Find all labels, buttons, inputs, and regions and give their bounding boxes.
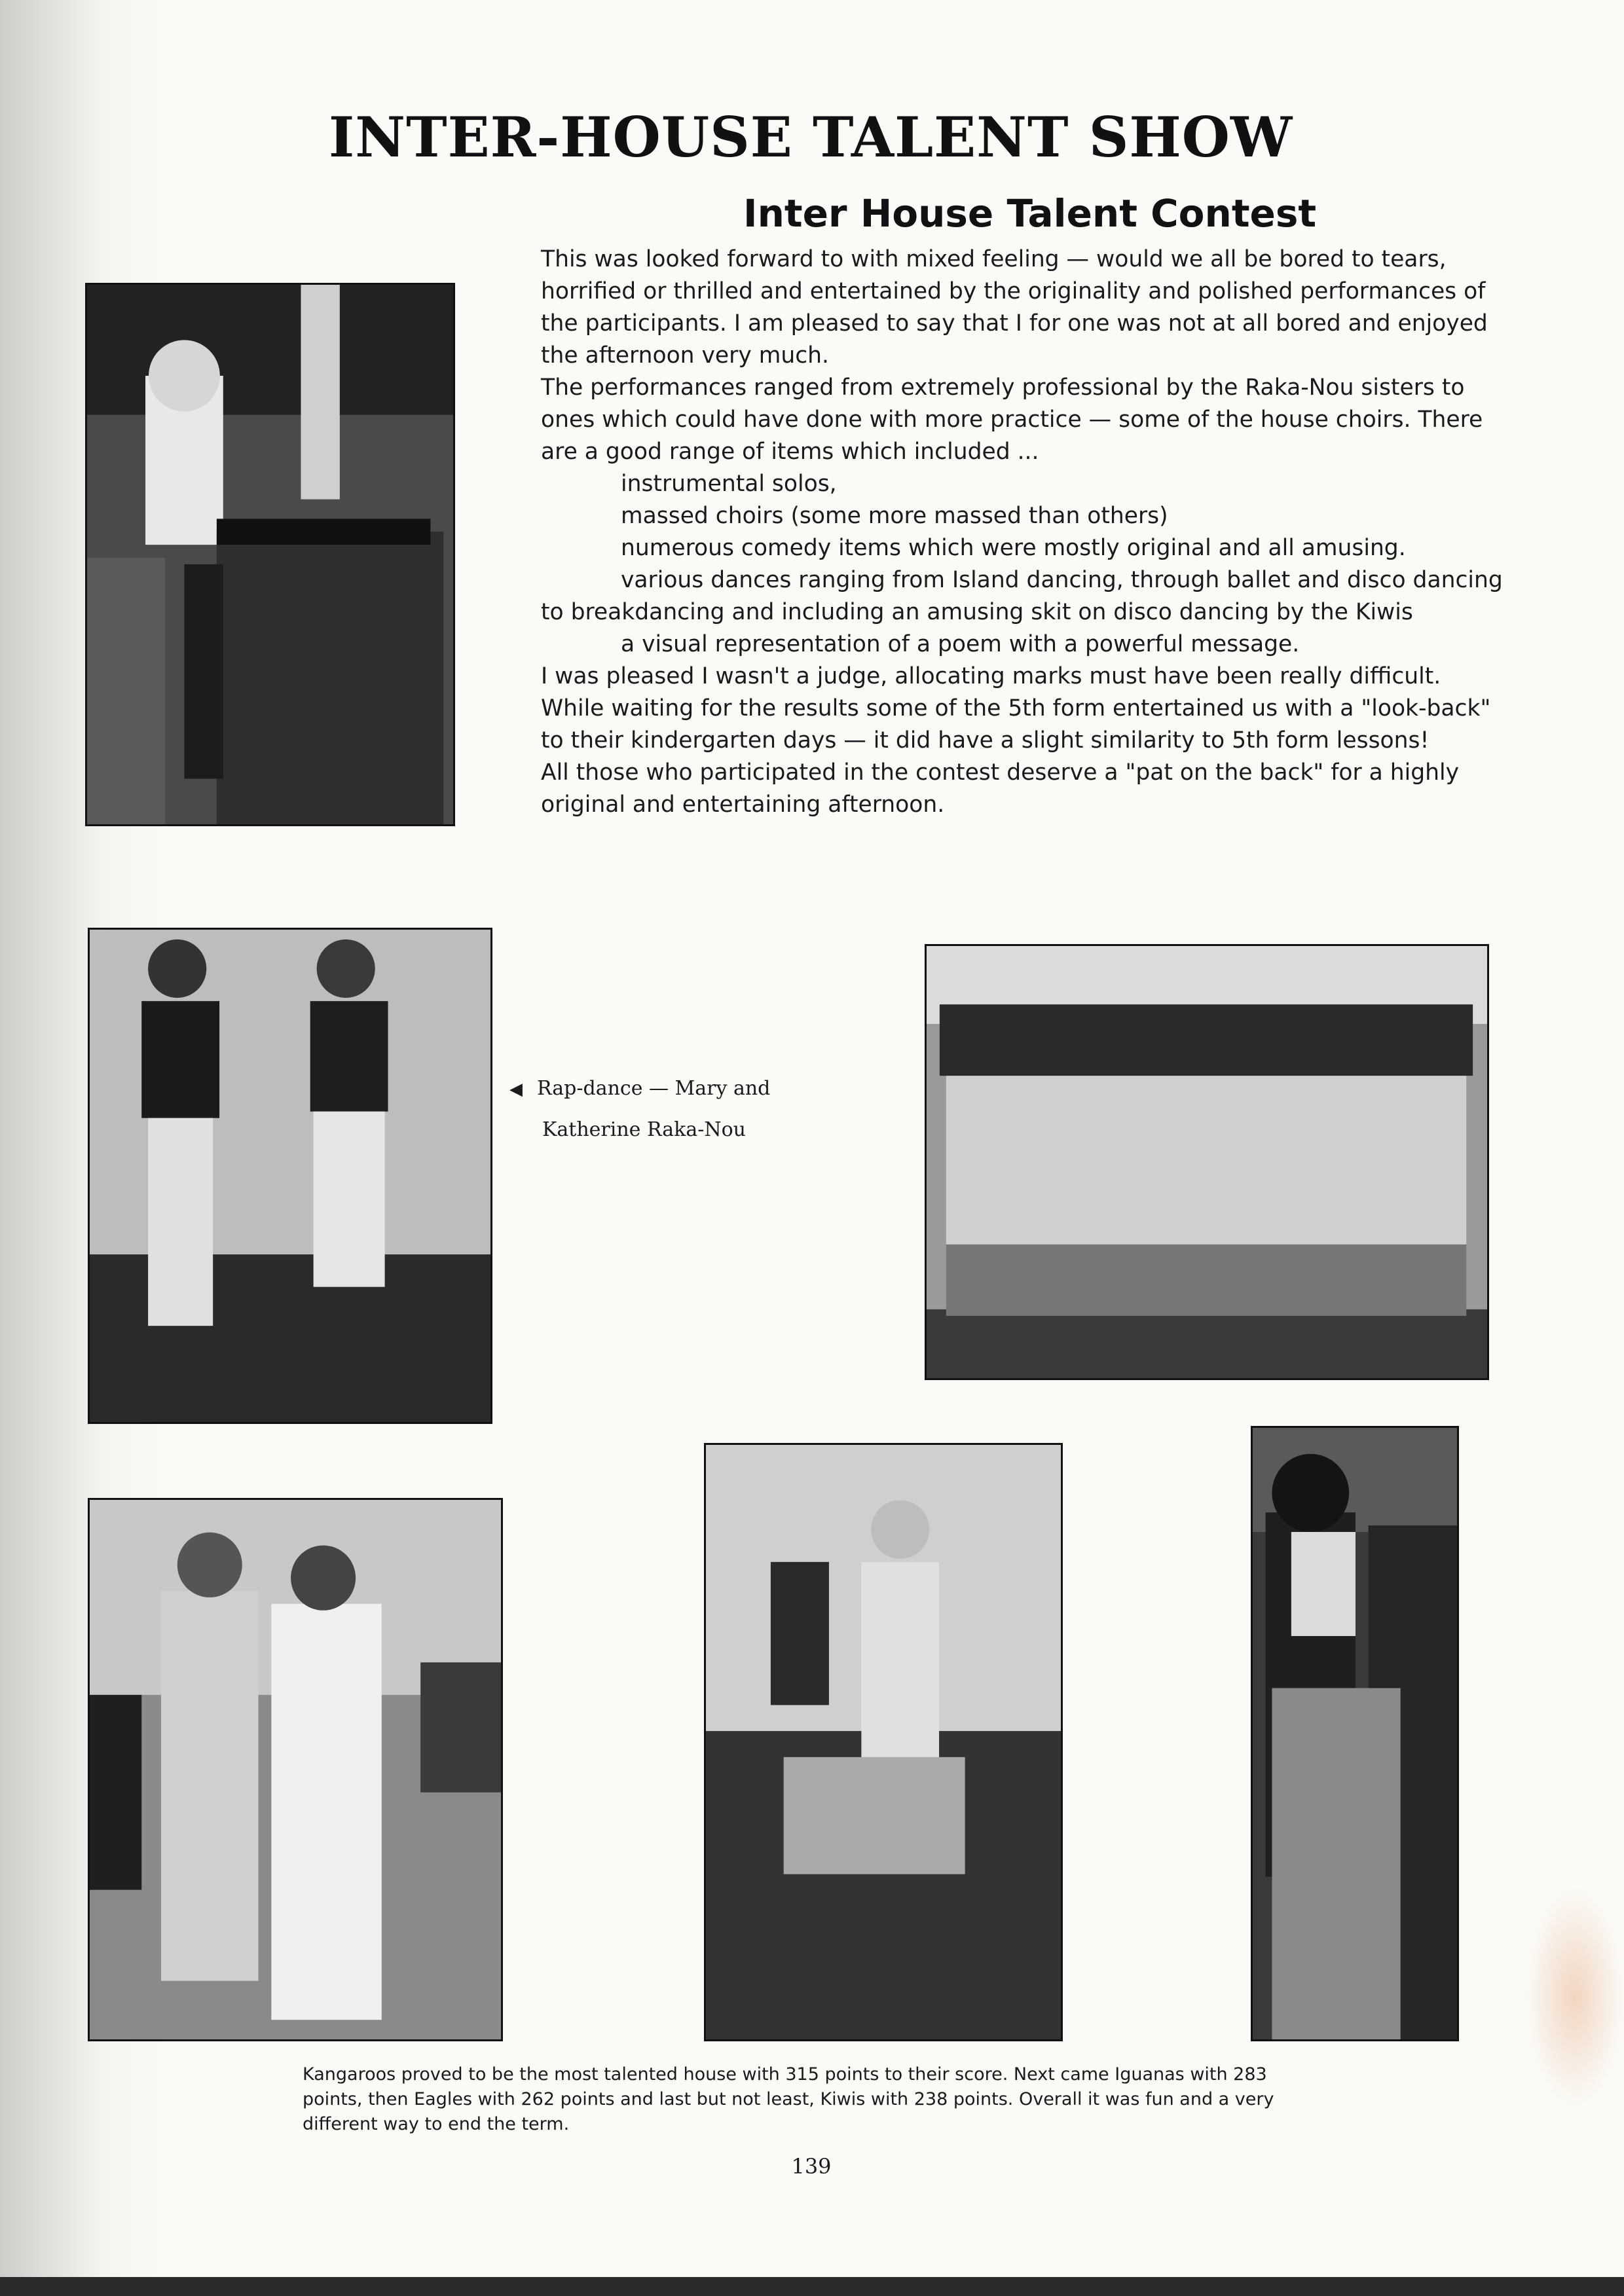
rap-dance-caption <box>509 1068 850 1150</box>
list-item: various dances ranging from Island dancing, through ballet and disco dancing to breakdancing and including an amusing skit on disco dancing by the Kiwis <box>541 567 1503 625</box>
caption-line: Katherine Raka-Nou <box>542 1118 746 1141</box>
article-body <box>541 244 1517 821</box>
page-number: 139 <box>791 2154 832 2179</box>
list-item: numerous comedy items which were mostly original and all amusing. <box>621 535 1406 561</box>
photo-rap-dance <box>88 928 492 1424</box>
list-item: massed choirs (some more massed than others) <box>621 503 1168 529</box>
pointer-arrow-icon: ◀ <box>509 1080 523 1099</box>
article-paragraph-2: The performances ranged from extremely professional by the Raka-Nou sisters to ones which could have done with more practice — some of the house choirs. There are a good range of items which included ... <box>541 374 1483 465</box>
list-item: instrumental solos, <box>621 471 837 497</box>
page-title: INTER-HOUSE TALENT SHOW <box>329 105 1293 170</box>
photo-keyboard-player <box>85 283 455 826</box>
photo-island-dancers <box>88 1498 503 2041</box>
list-item: a visual representation of a poem with a powerful message. <box>621 631 1300 657</box>
scan-edge <box>0 2277 1624 2296</box>
article-paragraph-5: All those who participated in the contest deserve a "pat on the back" for a highly original and entertaining afternoon. <box>541 759 1459 818</box>
caption-line: Rap-dance — Mary and <box>537 1077 771 1100</box>
article-title: Inter House Talent Contest <box>743 191 1317 236</box>
article-paragraph-1: This was looked forward to with mixed feeling — would we all be bored to tears, horrified or thrilled and entertained by the originality and polished performances of the participants. I am pleased to say that I for one was not at all bored and enjoyed the afternoon very much. <box>541 246 1488 369</box>
photo-dancer-portrait <box>1251 1426 1459 2041</box>
article-paragraph-4: While waiting for the results some of the 5th form entertained us with a "look-back" to their kindergarten days — it did have a slight similarity to 5th form lessons! <box>541 695 1491 754</box>
photo-choir <box>925 944 1489 1380</box>
article-paragraph-3: I was pleased I wasn't a judge, allocating marks must have been really difficult. <box>541 663 1441 689</box>
results-caption: Kangaroos proved to be the most talented house with 315 points to their score. Next came Iguanas with 283 points, then Eagles with 262 points and last but not least, Kiwis with 238 points. Overall it was fun and a very different way to end the term. <box>303 2064 1274 2134</box>
paper-stain <box>1526 1886 1624 2108</box>
photo-poem-performance <box>704 1443 1063 2041</box>
